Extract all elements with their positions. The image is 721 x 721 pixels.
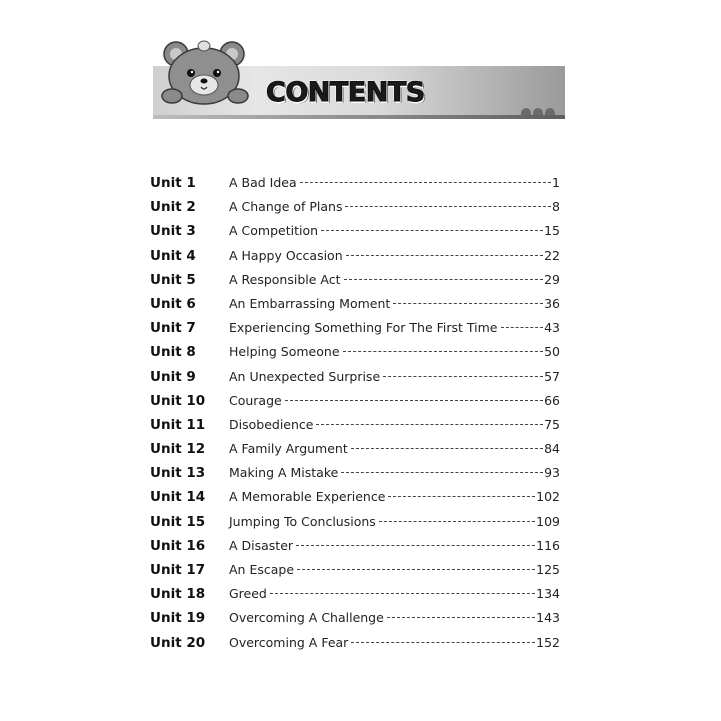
dot-leader bbox=[296, 545, 535, 546]
toc-row bbox=[150, 390, 560, 414]
page-number: 1 bbox=[552, 175, 560, 190]
page-number: 152 bbox=[536, 634, 560, 650]
banner-decoration bbox=[533, 108, 543, 116]
toc-entry bbox=[229, 584, 560, 604]
toc-entry bbox=[229, 536, 560, 556]
toc-row bbox=[150, 632, 560, 656]
page-number: 143 bbox=[536, 610, 560, 626]
unit-label: Unit 10 bbox=[150, 392, 206, 409]
toc-row bbox=[150, 172, 560, 196]
toc-entry bbox=[229, 608, 560, 628]
unit-label: Unit 17 bbox=[150, 562, 206, 578]
toc-entry bbox=[229, 633, 560, 653]
toc-row bbox=[150, 245, 560, 269]
dot-leader bbox=[300, 182, 551, 183]
page-number: 116 bbox=[536, 537, 560, 553]
dot-leader bbox=[351, 642, 535, 643]
toc-row bbox=[150, 269, 560, 293]
toc-row bbox=[150, 341, 560, 365]
toc-entry bbox=[229, 270, 560, 290]
page-number: 57 bbox=[544, 368, 560, 384]
unit-label: Unit 9 bbox=[150, 368, 196, 385]
unit-label: Unit 16 bbox=[150, 537, 206, 554]
unit-label: Unit 1 bbox=[150, 175, 196, 191]
unit-label: Unit 15 bbox=[150, 513, 206, 530]
toc-row bbox=[150, 220, 560, 244]
toc-row bbox=[150, 317, 560, 341]
unit-label: Unit 4 bbox=[150, 247, 196, 264]
dot-leader bbox=[316, 424, 543, 425]
page-number: 43 bbox=[544, 320, 560, 336]
toc-row bbox=[150, 366, 560, 390]
unit-title: Overcoming A Fear bbox=[229, 634, 349, 650]
unit-label: Unit 6 bbox=[150, 295, 196, 312]
unit-label: Unit 5 bbox=[150, 271, 196, 288]
unit-label: Unit 18 bbox=[150, 586, 206, 603]
page-number: 125 bbox=[536, 562, 560, 577]
banner-decoration bbox=[545, 108, 555, 116]
toc-row bbox=[150, 196, 560, 220]
toc-row bbox=[150, 414, 560, 438]
dot-leader bbox=[344, 279, 544, 280]
page-number: 36 bbox=[544, 295, 560, 311]
dot-leader bbox=[345, 206, 551, 207]
unit-title: An Unexpected Surprise bbox=[229, 368, 381, 384]
dot-leader bbox=[297, 569, 535, 570]
unit-title: A Change of Plans bbox=[229, 199, 343, 215]
unit-title: Disobedience bbox=[229, 416, 314, 432]
toc-row bbox=[150, 462, 560, 486]
toc-entry bbox=[229, 560, 560, 580]
page-number: 84 bbox=[544, 441, 560, 457]
dot-leader bbox=[379, 521, 535, 522]
dot-leader bbox=[343, 351, 544, 352]
toc-row bbox=[150, 583, 560, 607]
page-number: 109 bbox=[536, 513, 560, 529]
unit-title: An Escape bbox=[229, 562, 295, 577]
toc-entry bbox=[229, 463, 560, 483]
page-title: CONTENTS bbox=[266, 77, 425, 108]
unit-label: Unit 14 bbox=[150, 489, 206, 506]
toc-entry bbox=[229, 318, 560, 338]
unit-title: A Happy Occasion bbox=[229, 247, 343, 263]
unit-title: A Bad Idea bbox=[229, 175, 297, 190]
toc-entry bbox=[229, 391, 560, 411]
toc-entry bbox=[229, 173, 560, 193]
dot-leader bbox=[388, 496, 535, 497]
toc-row bbox=[150, 607, 560, 631]
unit-title: An Embarrassing Moment bbox=[229, 295, 391, 311]
unit-title: A Responsible Act bbox=[229, 271, 341, 287]
unit-label: Unit 12 bbox=[150, 441, 206, 458]
unit-label: Unit 2 bbox=[150, 199, 196, 216]
unit-title: A Memorable Experience bbox=[229, 489, 386, 505]
dot-leader bbox=[346, 255, 543, 256]
dot-leader bbox=[387, 617, 535, 618]
unit-title: Courage bbox=[229, 392, 282, 408]
page-number: 8 bbox=[552, 199, 560, 215]
toc-entry bbox=[229, 439, 560, 459]
unit-label: Unit 11 bbox=[150, 416, 206, 433]
toc-entry bbox=[229, 415, 560, 435]
toc-row bbox=[150, 486, 560, 510]
page-number: 134 bbox=[536, 586, 560, 602]
dot-leader bbox=[351, 448, 543, 449]
dot-leader bbox=[321, 230, 543, 231]
unit-label: Unit 13 bbox=[150, 465, 206, 482]
page-number: 93 bbox=[544, 465, 560, 481]
unit-title: A Competition bbox=[229, 223, 319, 239]
toc-row bbox=[150, 293, 560, 317]
toc-entry bbox=[229, 512, 560, 532]
toc-row bbox=[150, 511, 560, 535]
unit-title: Greed bbox=[229, 586, 267, 602]
page-number: 66 bbox=[544, 392, 560, 408]
toc-row bbox=[150, 438, 560, 462]
page-number: 29 bbox=[544, 271, 560, 287]
dot-leader bbox=[285, 400, 543, 401]
toc-entry bbox=[229, 487, 560, 507]
page-number: 50 bbox=[544, 344, 560, 360]
banner-decoration bbox=[521, 108, 531, 116]
unit-label: Unit 20 bbox=[150, 634, 206, 651]
unit-title: A Disaster bbox=[229, 537, 294, 553]
page-number: 22 bbox=[544, 247, 560, 263]
table-of-contents bbox=[150, 172, 560, 656]
unit-title: Helping Someone bbox=[229, 344, 340, 360]
banner-notch bbox=[153, 115, 257, 125]
toc-entry bbox=[229, 197, 560, 217]
toc-entry bbox=[229, 342, 560, 362]
toc-entry bbox=[229, 221, 560, 241]
unit-title: Jumping To Conclusions bbox=[229, 513, 376, 529]
bear-icon bbox=[158, 38, 252, 106]
unit-label: Unit 3 bbox=[150, 223, 196, 240]
unit-title: A Family Argument bbox=[229, 441, 348, 457]
page-number: 15 bbox=[544, 223, 560, 239]
toc-row bbox=[150, 559, 560, 583]
unit-label: Unit 19 bbox=[150, 610, 206, 627]
unit-title: Making A Mistake bbox=[229, 465, 339, 481]
unit-label: Unit 7 bbox=[150, 320, 196, 337]
dot-leader bbox=[393, 303, 543, 304]
dot-leader bbox=[270, 593, 535, 594]
toc-entry bbox=[229, 246, 560, 266]
unit-label: Unit 8 bbox=[150, 344, 196, 361]
page-number: 102 bbox=[536, 489, 560, 505]
toc-entry bbox=[229, 367, 560, 387]
dot-leader bbox=[341, 472, 543, 473]
unit-title: Experiencing Something For The First Time bbox=[229, 320, 498, 336]
toc-entry bbox=[229, 294, 560, 314]
unit-title: Overcoming A Challenge bbox=[229, 610, 384, 626]
dot-leader bbox=[383, 376, 543, 377]
dot-leader bbox=[501, 327, 544, 328]
page-number: 75 bbox=[544, 416, 560, 432]
toc-row bbox=[150, 535, 560, 559]
